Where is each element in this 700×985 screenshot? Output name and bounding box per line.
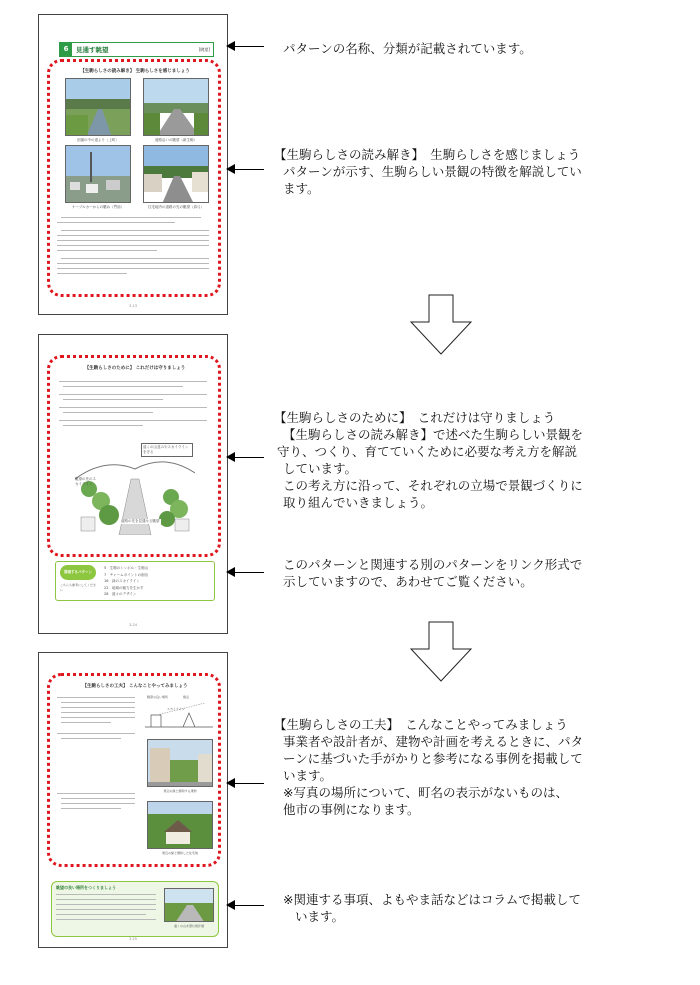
photo-apartment-greenery <box>147 739 213 787</box>
description-line: この考え方に沿って、それぞれの立場で景観づくりに <box>283 478 583 493</box>
reading-section-title: 【生駒らしさの読み解き】 生駒らしさを感じましょう <box>80 69 190 74</box>
photo-residential-road <box>143 145 209 203</box>
document-page-1 <box>38 14 228 315</box>
description-line: 守り、つくり、育てていくために必要な考え方を解説 <box>277 444 578 459</box>
photo-residential-greenery-image <box>148 802 213 849</box>
caption-photo-1: 田園の中の道より（上町） <box>77 138 119 142</box>
related-patterns-note: こちらも参考にしてください <box>60 583 97 592</box>
description-line: ーンに基づいた手がかりと参考になる事例を掲載して <box>283 751 583 766</box>
column-photo-image <box>165 889 214 922</box>
caption-apartment: 周辺の緑と調和する建物 <box>163 789 197 793</box>
protect-section-title: 【生駒らしさのために】 これだけは守りましょう <box>84 366 186 371</box>
pattern-number-badge: 6 <box>60 42 72 57</box>
related-pattern-link[interactable]: 22 地域の魅力を生かす <box>104 585 144 590</box>
flow-down-arrow-2 <box>409 621 473 683</box>
related-pattern-link[interactable]: 16 緑のスカイライン <box>104 579 140 583</box>
diagram-label-1: 眺望の良い場所 <box>147 695 169 699</box>
pattern-header <box>59 42 214 57</box>
description-column <box>283 891 581 925</box>
related-pattern-link[interactable]: 5 生駒のシンボル・生駒山 <box>104 566 149 570</box>
photo-cable-car-view <box>65 145 131 203</box>
photo-road-view <box>143 78 209 136</box>
diagram-label-3: スカイライン <box>167 707 185 711</box>
description-line: 他市の事例になります。 <box>283 802 420 817</box>
description-ideas <box>274 716 583 818</box>
photo-apartment-greenery-image <box>148 740 213 787</box>
landscape-illustration <box>75 439 195 535</box>
callout-skyline: 遠くの山並みやスカイラインを守る <box>141 443 193 457</box>
pattern-tag: [眺望] <box>198 47 210 52</box>
caption-photo-2: 道路沿いの眺望（新生駒） <box>155 138 197 142</box>
photo-residential-road-image <box>144 146 209 203</box>
column-box <box>51 881 219 937</box>
description-reading <box>274 146 582 197</box>
description-line: ※写真の場所について、町名の表示がないものは、 <box>283 785 568 800</box>
description-line: 取り組んでいきましょう。 <box>283 495 434 510</box>
pattern-title: 見通す眺望 <box>76 46 109 54</box>
caption-residential: 周辺の緑と調和した住宅地 <box>161 851 198 855</box>
description-line: しています。 <box>283 461 358 476</box>
description-line: 【生駒らしさのために】 これだけは守りましょう <box>274 410 556 425</box>
description-pattern-name <box>283 40 532 57</box>
document-page-3 <box>38 652 228 948</box>
page-number: 3-24 <box>129 623 137 627</box>
related-pattern-link[interactable]: 28 道々のデザイン <box>104 592 137 596</box>
description-line: パターンが示す、生駒らしい景観の特徴を解説してい <box>283 164 582 179</box>
photo-rural-road-image <box>66 79 131 136</box>
description-related <box>283 556 582 590</box>
related-patterns-list <box>104 565 212 598</box>
description-line: ※関連する事項、よもやま話などはコラムで掲載して <box>283 892 581 907</box>
description-line: このパターンと関連する別のパターンをリンク形式で <box>283 557 583 572</box>
callout-view: 眺望の先のスカイライン <box>75 477 96 486</box>
view-diagram <box>143 693 215 733</box>
description-line: います。 <box>295 909 345 924</box>
caption-photo-4: 住宅地内の道路の先の眺望（真弓） <box>148 205 204 209</box>
description-line: 【生駒らしさの読み解き】で述べた生駒らしい景観を <box>283 427 584 442</box>
photo-residential-greenery <box>147 801 213 849</box>
photo-cable-car-view-image <box>66 146 131 203</box>
description-line: います。 <box>283 768 333 783</box>
description-protect <box>274 409 583 511</box>
description-line: 【生駒らしさの読み解き】 生駒らしさを感じましょう <box>274 147 581 162</box>
description-line: パターンの名称、分類が記載されています。 <box>283 41 532 56</box>
related-patterns-badge: 関連するパターン <box>60 565 96 580</box>
page-number: 3-13 <box>129 304 137 308</box>
related-patterns-box <box>55 561 215 601</box>
ideas-section-title: 【生駒らしさの工夫】 こんなことやってみましょう <box>82 684 188 689</box>
document-page-2 <box>38 334 228 634</box>
description-line: 【生駒らしさの工夫】 こんなことやってみましょう <box>274 717 568 732</box>
description-line: 示していますので、あわせてご覧ください。 <box>283 574 533 589</box>
column-title: 眺望の良い場所をつくりましょう <box>56 885 116 890</box>
column-photo <box>164 888 214 922</box>
photo-rural-road <box>65 78 131 136</box>
caption-photo-3: ケーブルカーからの眺め（門前） <box>71 205 125 209</box>
photo-road-view-image <box>144 79 209 136</box>
diagram-label-2: 視点 <box>183 695 190 699</box>
description-line: ます。 <box>283 181 320 196</box>
page-number: 3-25 <box>129 937 137 941</box>
related-pattern-link[interactable]: 7 チャームポイントの創出 <box>104 572 149 577</box>
column-photo-caption: 遠くの山を望む遊歩道 <box>173 924 204 928</box>
callout-road: 道路の先を見通せる眺望 <box>121 519 160 523</box>
flow-down-arrow-1 <box>409 294 473 356</box>
description-line: 事業者や設計者が、建物や計画を考えるときに、パタ <box>283 734 584 749</box>
